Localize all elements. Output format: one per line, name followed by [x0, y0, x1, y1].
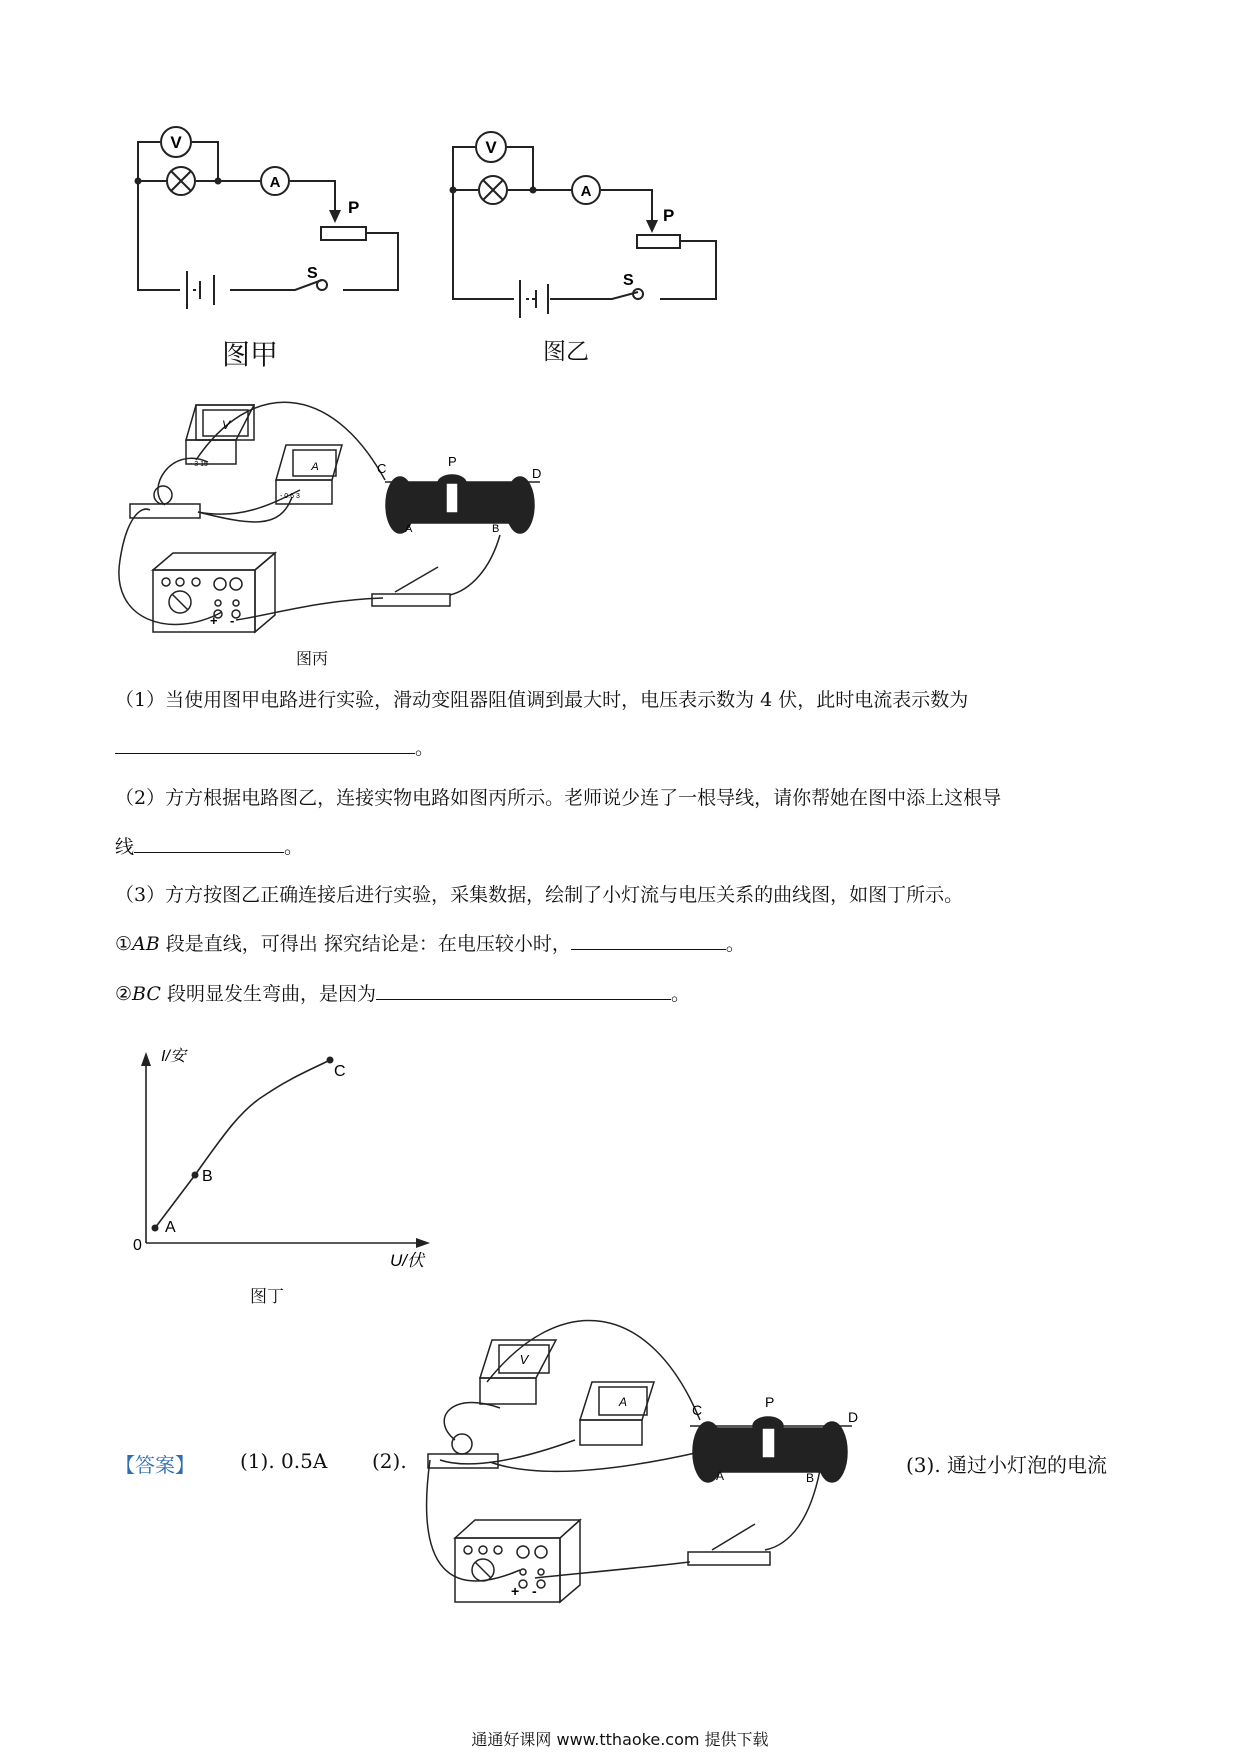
answer-part-1: (1). 0.5A	[240, 1449, 328, 1473]
answer-terminal-a-label: A	[716, 1469, 725, 1483]
terminal-c-label: C	[377, 461, 387, 476]
terminal-a-label: A	[405, 523, 413, 535]
question-2-cont-text: 线	[115, 836, 135, 858]
answer-terminal-c-label: C	[692, 1402, 703, 1418]
page-footer: 通通好课网 www.tthaoke.com 提供下载	[471, 1730, 769, 1749]
ammeter-label: A	[580, 183, 592, 200]
point-b-label: B	[202, 1168, 213, 1185]
voltmeter-label: V	[485, 138, 497, 157]
question-2-end: 。	[284, 836, 304, 858]
point-a-label: A	[165, 1219, 176, 1236]
voltmeter-label: V	[170, 133, 182, 152]
answer-tag: 【答案】	[115, 1453, 195, 1477]
answer-part-2: (2).	[372, 1449, 407, 1473]
q3b-prefix: ②	[115, 983, 133, 1005]
point-c-label: C	[334, 1063, 346, 1080]
ammeter-scale: - 0.6 3	[280, 493, 300, 500]
answer-voltmeter-face-label: V	[519, 1352, 529, 1367]
question-2: （2）方方根据电路图乙，连接实物电路如图丙所示。老师说少连了一根导线，请你帮她在图中添上这根导	[115, 787, 1002, 809]
x-axis-label: U/伏	[390, 1251, 424, 1270]
q3b-text: 段明显发生弯曲，是因为	[160, 983, 376, 1005]
switch-label: S	[307, 265, 318, 282]
question-1-end: 。	[415, 737, 435, 759]
q3a-segment: AB	[132, 933, 160, 955]
answer-ammeter-face-label: A	[618, 1395, 628, 1409]
voltmeter-face-label: V	[221, 418, 231, 432]
y-axis-label: I/安	[161, 1048, 186, 1065]
slider-label: P	[663, 206, 675, 225]
answer-terminal-b-label: B	[806, 1471, 815, 1485]
figure-caption-yi: 图乙	[543, 339, 589, 365]
answer-slider-p-label: P	[765, 1394, 775, 1410]
figure-caption-jia: 图甲	[222, 338, 279, 371]
ammeter-label: A	[269, 174, 281, 191]
q3a-end: 。	[725, 933, 745, 955]
terminal-b-label: B	[492, 523, 500, 535]
plus-terminal-label: +	[210, 613, 218, 628]
q3a-text: 段是直线，可得出 探究结论是：在电压较小时，	[159, 933, 571, 955]
switch-label: S	[623, 272, 634, 289]
answer-minus-label: -	[532, 1583, 537, 1599]
slider-label: P	[348, 198, 360, 217]
terminal-d-label: D	[532, 466, 542, 481]
slider-p-label: P	[448, 454, 457, 469]
ammeter-face-label: A	[311, 461, 319, 473]
q3a-prefix: ①	[115, 933, 133, 955]
q3b-end: 。	[670, 983, 690, 1005]
question-3: （3）方方按图乙正确连接后进行实验，采集数据，绘制了小灯流与电压关系的曲线图，如图丁所示。	[115, 884, 964, 906]
figure-caption-ding: 图丁	[250, 1287, 284, 1307]
figure-caption-bing: 图丙	[296, 649, 329, 668]
q3b-segment: BC	[132, 983, 161, 1005]
answer-part-3: (3). 通过小灯泡的电流	[906, 1453, 1108, 1477]
voltmeter-scale: - 3 15	[190, 461, 208, 468]
minus-terminal-label: -	[230, 613, 235, 628]
answer-terminal-d-label: D	[848, 1409, 859, 1425]
question-1: （1）当使用图甲电路进行实验，滑动变阻器阻值调到最大时，电压表示数为 4 伏，此时电流表示数为	[115, 689, 969, 711]
origin-label: 0	[133, 1237, 142, 1254]
answer-plus-label: +	[511, 1583, 520, 1599]
